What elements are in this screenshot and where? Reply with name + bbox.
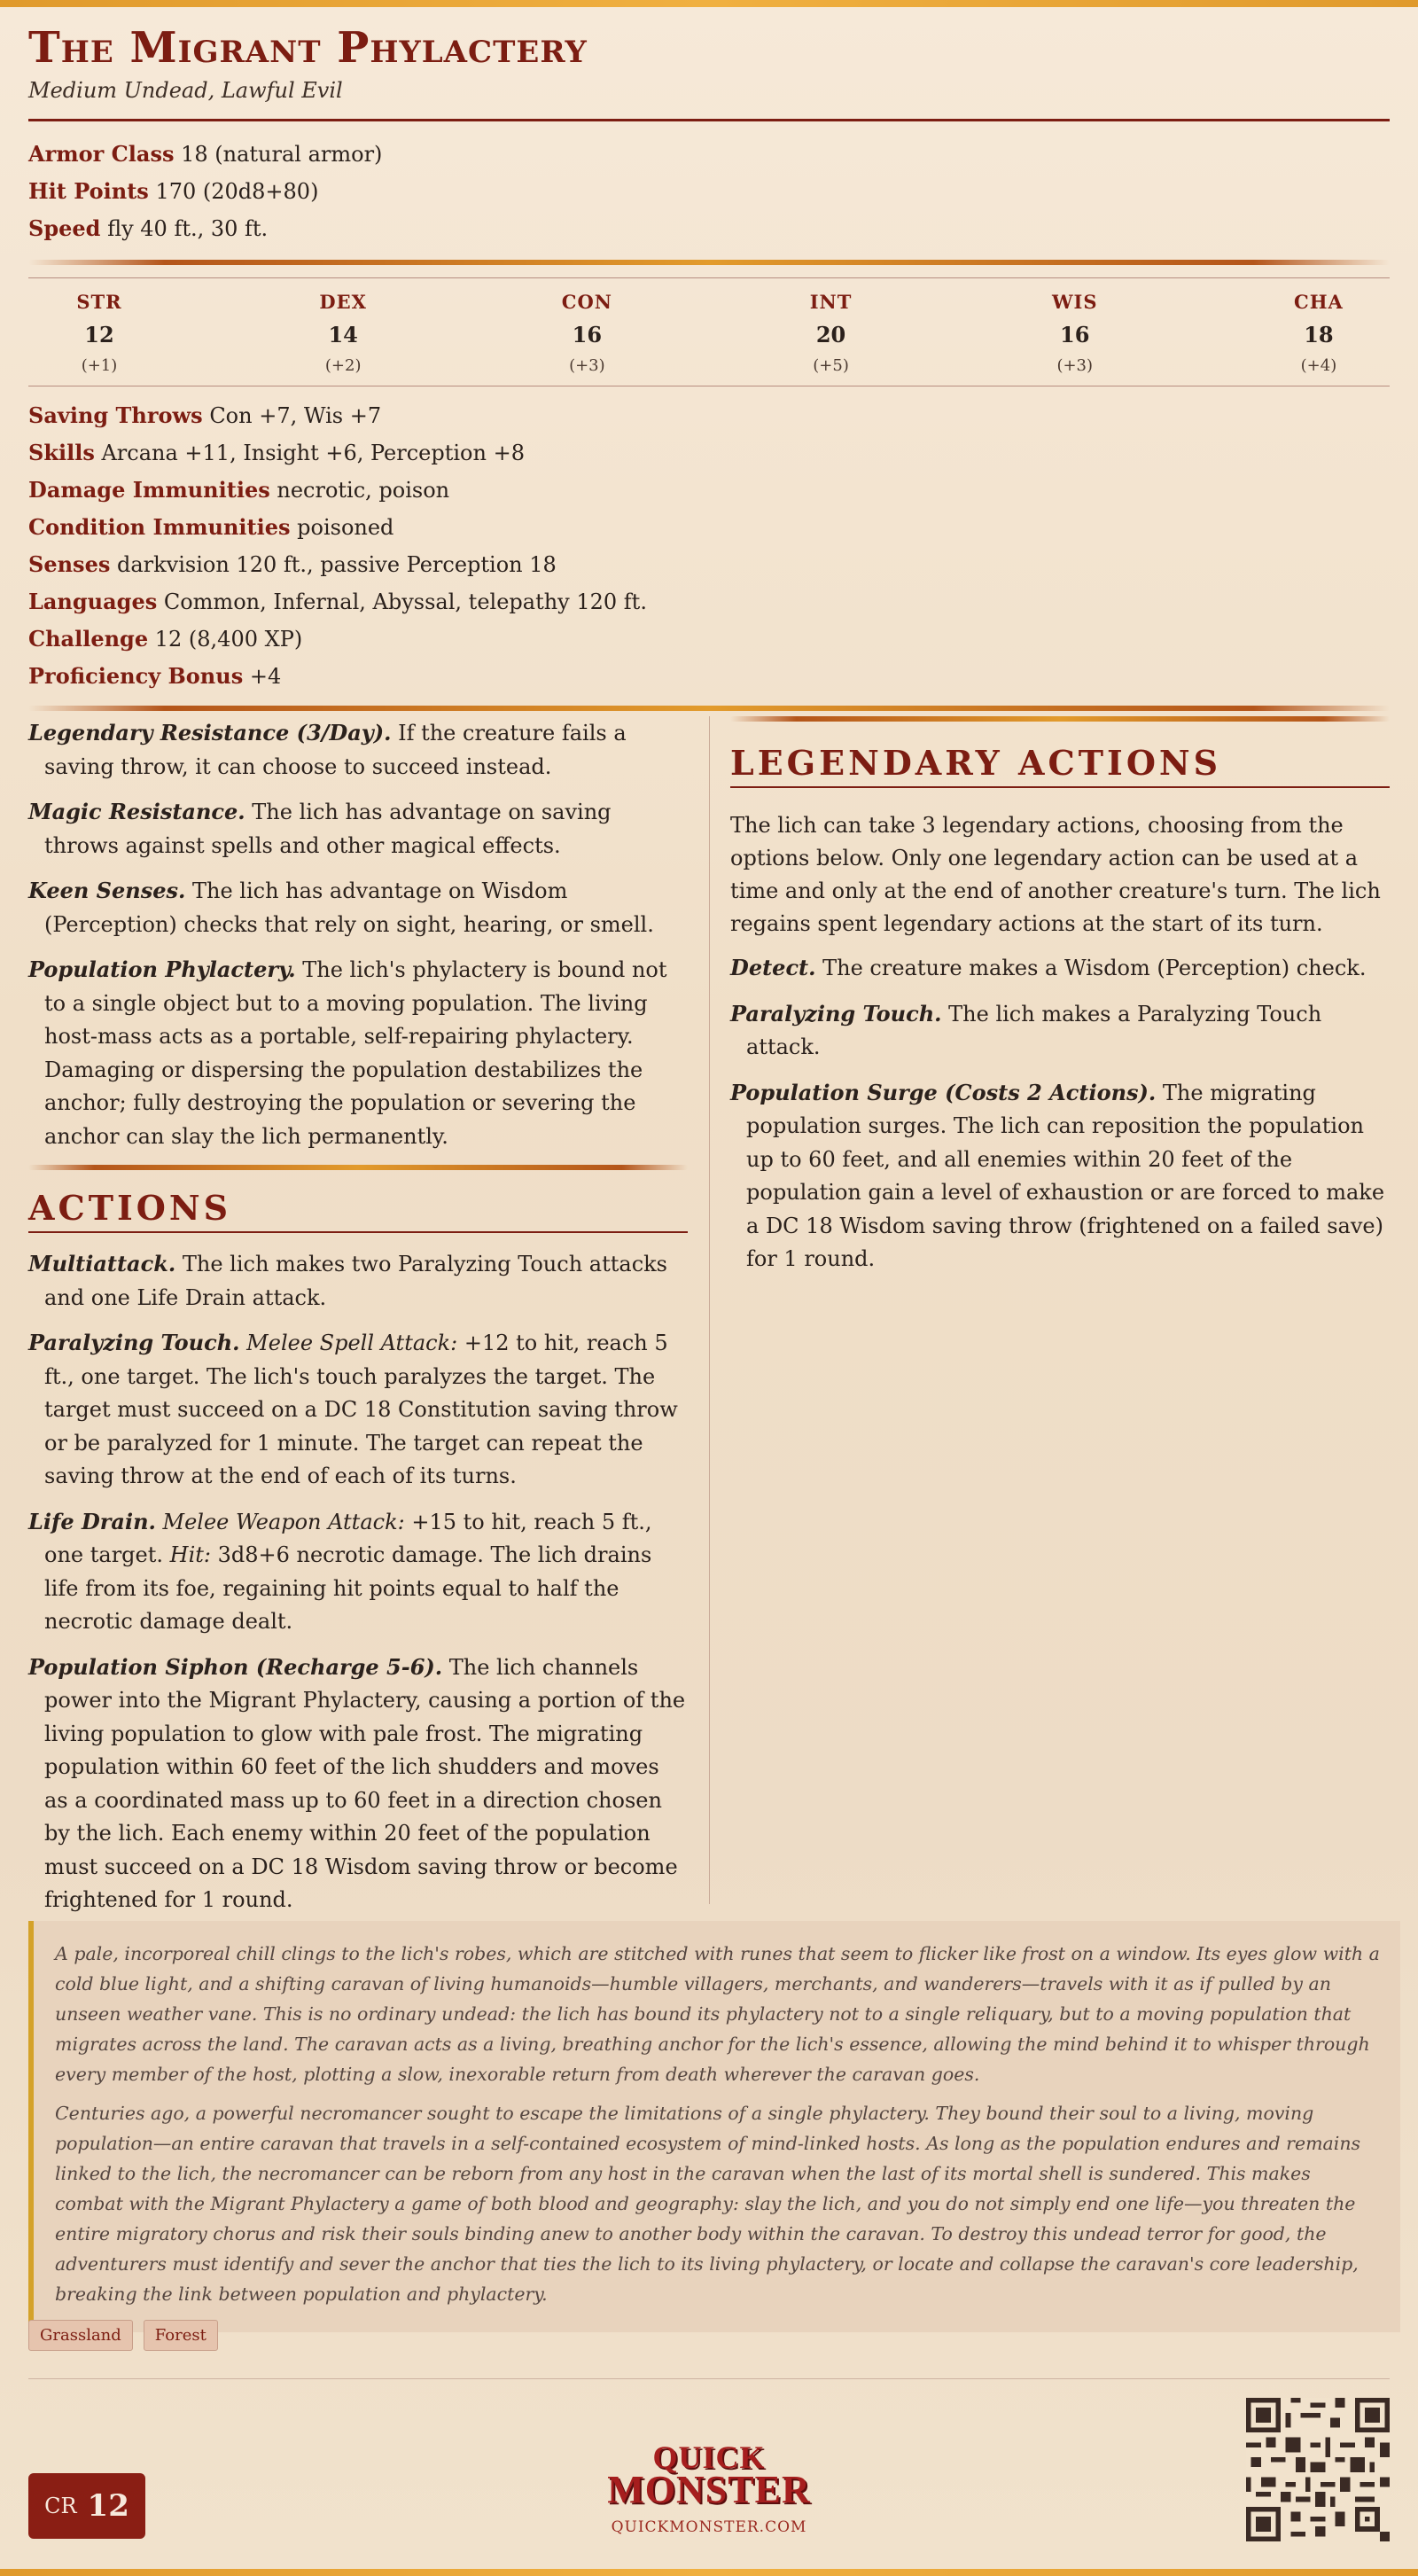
ability-wis: WIS 16 (+3): [1051, 291, 1098, 375]
legendary-actions-rule: [730, 786, 1390, 788]
ability-str: STR 12 (+1): [76, 291, 122, 375]
action-multiattack: Multiattack. The lich makes two Paralyzing Touch attacks and one Life Drain attack.: [28, 1251, 667, 1310]
right-column: [730, 716, 1390, 1288]
hit-points-value: 170 (20d8+80): [155, 179, 319, 204]
skills: Skills Arcana +11, Insight +6, Perception +8: [28, 440, 525, 465]
flavor-paragraph: A pale, incorporeal chill clings to the lich's robes, which are stitched with runes that seem to flicker like frost on a window. Its eyes glow with a cold blue light, and a shifting caravan of living humanoids—humble villagers, merchants, and wanderers—travels with it as if pulled by an unseen weather vane. This is no ordinary undead: the lich has bound its phylactery not to a single reliquary, but to a moving population that migrates across the land. The caravan acts as a living, breathing anchor for the lich's essence, allowing the mind behind it to whisper through every member of the host, plotting a slow, inexorable return from death wherever the caravan goes.: [55, 1943, 1380, 2085]
ability-int: INT 20 (+5): [809, 291, 853, 375]
flavor-text: [28, 1921, 1400, 2332]
two-column-body: [28, 716, 1390, 1912]
qr-code-icon[interactable]: [1246, 2398, 1390, 2541]
hit-points-label: Hit Points: [28, 178, 149, 204]
ability-cha: CHA 18 (+4): [1294, 291, 1344, 375]
left-column: [28, 716, 688, 1929]
flavor-paragraph: Centuries ago, a powerful necromancer sought to escape the limitations of a single phylactery. They bound their soul to a living, moving population—an entire caravan that travels in a self-contained ecosystem of mind-linked hosts. As long as the population endures and remains linked to the lich, the necromancer can be reborn from any host in the caravan when the last of its mortal shell is sundered. This makes combat with the Migrant Phylactery a game of both blood and geography: slay the lich, and you do not simply end one life—you threaten the entire migratory chorus and risk their souls binding anew to another body within the caravan. To destroy this undead terror for good, the adventurers must identify and sever the anchor that ties the lich to its living phylactery, or locate and collapse the caravan's core leadership, breaking the link between population and phylactery.: [55, 2103, 1361, 2305]
speed: [28, 210, 1390, 247]
environment-tags: [28, 2320, 218, 2351]
column-divider: [709, 716, 710, 1904]
header-divider: [28, 119, 1390, 121]
speed-value: fly 40 ft., 30 ft.: [107, 216, 269, 241]
quick-monster-logo[interactable]: [589, 2439, 829, 2536]
top-accent-bar: [0, 0, 1418, 7]
action-population-siphon: Population Siphon (Recharge 5-6). The lich channels power into the Migrant Phylactery, causing a portion of the living population to glow with pale frost. The migrating population within 60 feet of the lich shudders and moves as a coordinated mass up to 60 feet in a direction chosen by the lich. Each enemy within 20 feet of the population must succeed on a DC 18 Wisdom saving throw or become frightened for 1 round.: [28, 1653, 686, 1912]
ability-scores: [28, 278, 1390, 386]
ornamental-divider: [28, 1165, 688, 1170]
ornamental-divider: [28, 706, 1390, 711]
logo-line-quick: QUICK: [652, 2439, 766, 2475]
monster-type: Medium Undead, Lawful Evil: [28, 78, 343, 103]
trait-population-phylactery: Population Phylactery. The lich's phylactery is bound not to a single object but to a moving population. The living host-mass acts as a portable, self-repairing phylactery. Damaging or dispersing the population destabilizes the anchor; fully destroying the population or severing the anchor can slay the lich permanently.: [28, 956, 667, 1149]
actions-rule: [28, 1231, 688, 1233]
footer-divider: [28, 2378, 1390, 2379]
trait-legendary-resistance: Legendary Resistance (3/Day). If the creature fails a saving throw, it can choose to succeed instead.: [28, 720, 627, 779]
languages: Languages Common, Infernal, Abyssal, telepathy 120 ft.: [28, 589, 647, 614]
condition-immunities: Condition Immunities poisoned: [28, 514, 394, 540]
trait-keen-senses: Keen Senses. The lich has advantage on Wisdom (Perception) checks that rely on sight, hearing, or smell.: [28, 878, 654, 937]
legendary-actions-heading: LEGENDARY ACTIONS: [730, 743, 1222, 783]
cr-badge: [28, 2473, 145, 2539]
trait-magic-resistance: Magic Resistance. The lich has advantage on saving throws against spells and other magical effects.: [28, 799, 612, 858]
logo-line-monster: MONSTER: [607, 2468, 811, 2511]
cr-label: CR: [44, 2494, 77, 2518]
ornamental-divider: [28, 260, 1390, 265]
proficiency-bonus: Proficiency Bonus +4: [28, 663, 282, 689]
legendary-population-surge: Population Surge (Costs 2 Actions). The migrating population surges. The lich can reposition the population up to 60 feet, and all enemies within 20 feet of the population gain a level of exhaustion or are forced to make a DC 18 Wisdom saving throw (frightened on a failed save) for 1 round.: [730, 1079, 1385, 1271]
action-life-drain: Life Drain. Melee Weapon Attack: +15 to hit, reach 5 ft., one target. Hit: 3d8+6 necrotic damage. The lich drains life from its foe, regaining hit points equal to half the necrotic damage dealt.: [28, 1508, 652, 1634]
legendary-detect: Detect. The creature makes a Wisdom (Perception) check.: [730, 955, 1367, 980]
armor-class-value: 18 (natural armor): [181, 142, 383, 167]
tag-forest[interactable]: Forest: [144, 2320, 218, 2351]
monster-name: The Migrant Phylactery: [28, 23, 588, 73]
ornamental-divider: [730, 716, 1390, 722]
armor-class-label: Armor Class: [28, 141, 175, 167]
bottom-accent-bar: [0, 2569, 1418, 2576]
hit-points: [28, 173, 1390, 210]
action-paralyzing-touch: Paralyzing Touch. Melee Spell Attack: +12 to hit, reach 5 ft., one target. The lich's touch paralyzes the target. The target must succeed on a DC 18 Constitution saving throw or be paralyzed for 1 minute. The target can repeat the saving throw at the end of each of its turns.: [28, 1330, 678, 1488]
ability-con: CON 16 (+3): [561, 291, 612, 375]
senses: Senses darkvision 120 ft., passive Perception 18: [28, 551, 557, 577]
armor-class: [28, 136, 1390, 173]
damage-immunities: Damage Immunities necrotic, poison: [28, 477, 450, 503]
legendary-paralyzing-touch: Paralyzing Touch. The lich makes a Paralyzing Touch attack.: [730, 1000, 1322, 1059]
actions-heading: ACTIONS: [28, 1188, 232, 1228]
ability-dex: DEX 14 (+2): [319, 291, 367, 375]
stat-block: [28, 20, 1390, 711]
saving-throws: Saving Throws Con +7, Wis +7: [28, 402, 382, 428]
site-url[interactable]: QUICKMONSTER.COM: [611, 2518, 807, 2536]
speed-label: Speed: [28, 215, 101, 241]
challenge: Challenge 12 (8,400 XP): [28, 626, 303, 652]
cr-value: 12: [87, 2488, 129, 2524]
tag-grassland[interactable]: Grassland: [28, 2320, 133, 2351]
legendary-intro: The lich can take 3 legendary actions, choosing from the options below. Only one legendary action can be used at a time and only at the end of another creature's turn. The lich regains spent legendary actions at the start of its turn.: [730, 813, 1381, 936]
